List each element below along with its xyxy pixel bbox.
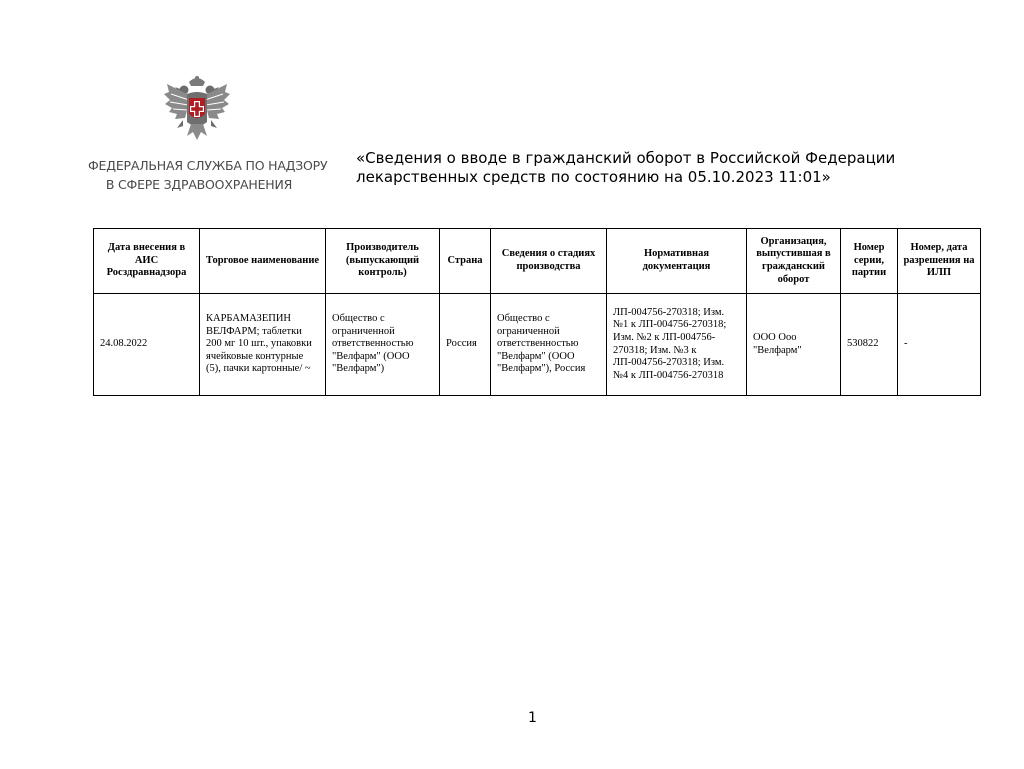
agency-name-line2: В СФЕРЕ ЗДРАВООХРАНЕНИЯ bbox=[105, 177, 293, 192]
cell-date: 24.08.2022 bbox=[94, 294, 200, 396]
document-title bbox=[356, 149, 956, 187]
column-header-production-stages: Сведения о стадиях производства bbox=[491, 229, 607, 294]
document-title-line2: лекарственных средств по состоянию на 05.10.2023 11:01» bbox=[356, 168, 831, 186]
agency-name-line1: ФЕДЕРАЛЬНАЯ СЛУЖБА ПО НАДЗОРУ bbox=[88, 158, 328, 173]
cell-permit: - bbox=[898, 294, 981, 396]
column-header-organization: Организация, выпустившая в гражданский оборот bbox=[747, 229, 841, 294]
table-row bbox=[94, 294, 981, 396]
cell-manufacturer: Общество с ограниченной ответственностью "Велфарм" (ООО "Велфарм") bbox=[326, 294, 440, 396]
double-headed-eagle-emblem-icon bbox=[161, 74, 233, 146]
agency-name bbox=[88, 156, 328, 194]
cell-normative-docs: ЛП-004756-270318; Изм. №1 к ЛП-004756-270318; Изм. №2 к ЛП-004756-270318; Изм. №3 к ЛП-004756-270318; Изм. №4 к ЛП-004756-270318 bbox=[607, 294, 747, 396]
column-header-permit: Номер, дата разрешения на ИЛП bbox=[898, 229, 981, 294]
column-header-manufacturer: Производитель (выпускающий контроль) bbox=[326, 229, 440, 294]
cell-trade-name: КАРБАМАЗЕПИН ВЕЛФАРМ; таблетки 200 мг 10 шт., упаковки ячейковые контурные (5), пачки картонные/ ~ bbox=[200, 294, 326, 396]
cell-series: 530822 bbox=[841, 294, 898, 396]
column-header-date: Дата внесения в АИС Росздравнадзора bbox=[94, 229, 200, 294]
column-header-normative-docs: Нормативная документация bbox=[607, 229, 747, 294]
column-header-series: Номер серии, партии bbox=[841, 229, 898, 294]
cell-organization: ООО Ооо "Велфарм" bbox=[747, 294, 841, 396]
column-header-country: Страна bbox=[440, 229, 491, 294]
cell-production-stages: Общество с ограниченной ответственностью "Велфарм" (ООО "Велфарм"), Россия bbox=[491, 294, 607, 396]
table-header-row bbox=[94, 229, 981, 294]
document-title-line1: «Сведения о вводе в гражданский оборот в Российской Федерации bbox=[356, 149, 896, 167]
medicines-register-table bbox=[93, 228, 981, 396]
column-header-trade-name: Торговое наименование bbox=[200, 229, 326, 294]
cell-country: Россия bbox=[440, 294, 491, 396]
page-number: 1 bbox=[528, 710, 537, 726]
